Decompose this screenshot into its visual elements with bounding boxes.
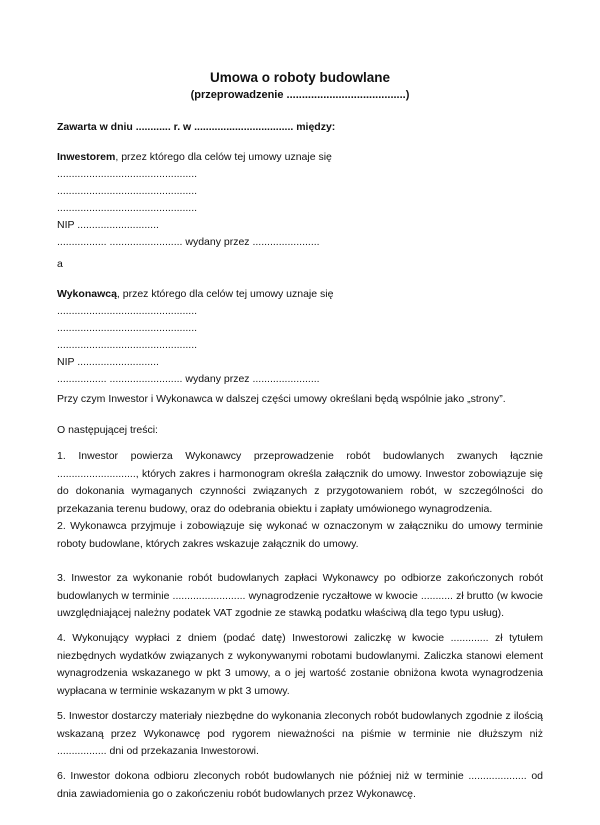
clause-6: 6. Inwestor dokona odbioru zleconych robót budowlanych nie później niż w terminie .................... od dnia zawiadomienia go o zakończeniu robót budowlanych przez Wykonawcę. [57, 770, 543, 800]
document-title: Umowa o roboty budowlane [209, 70, 390, 85]
investor-label: Inwestorem [57, 151, 116, 163]
investor-line-2: ................................................ [57, 185, 198, 197]
investor-nip: NIP ............................ [57, 219, 159, 231]
contractor-label: Wykonawcą [57, 288, 117, 300]
contractor-intro: , przez którego dla celów tej umowy uznaje się [116, 288, 334, 300]
contractor-line-3: ................................................ [57, 339, 198, 351]
investor-line-1: ................................................ [57, 168, 198, 180]
parties-note: Przy czym Inwestor i Wykonawca w dalszej części umowy określani będą wspólnie jako „strony”. [57, 393, 506, 405]
investor-heading [57, 151, 332, 163]
conjunction: a [57, 258, 63, 270]
document-subtitle: (przeprowadzenie .......................................) [190, 89, 410, 101]
clause-4: 4. Wykonujący wypłaci z dniem (podać datę) Inwestorowi zaliczkę w kwocie ............. zł tytułem niezbędnych wydatków związanych z wykonywanymi robotami budowlanymi. Zaliczka stanowi element wynagrodzenia wskazanego w pkt 3 umowy, a o jej wartość zostanie obniżona kwota wynagrodzenia wypłacana w terminie wskazanym w pkt 3 umowy. [57, 632, 543, 697]
clause-1: 1. Inwestor powierza Wykonawcy przeprowadzenie robót budowlanych zwanych łącznie ..........................., których zakres i harmonogram określa załącznik do umowy. Inwestor zobowiązuje się do dokonania wymaganych czynności związanych z przygotowaniem robót, w szczególności do przekazania terenu budowy, oraz do odebrania obiektu i zapłaty umówionego wynagrodzenia. [57, 450, 543, 515]
clause-3: 3. Inwestor za wykonanie robót budowlanych zapłaci Wykonawcy po odbiorze zakończonych robót budowlanych w terminie ......................... wynagrodzenie ryczałtowe w kwocie ........... zł brutto (w kwocie uwzględniającej należny podatek VAT zgodnie ze stawką podatku właściwą dla tego typu usług). [57, 572, 543, 619]
contractor-nip: NIP ............................ [57, 356, 159, 368]
contractor-line-2: ................................................ [57, 322, 198, 334]
investor-line-3: ................................................ [57, 202, 198, 214]
contractor-id-line: ................. ......................... wydany przez ....................... [57, 373, 320, 385]
investor-intro: , przez którego dla celów tej umowy uznaje się [115, 151, 332, 163]
investor-id-line: ................. ......................... wydany przez ....................... [57, 236, 320, 248]
clause-2: 2. Wykonawca przyjmuje i zobowiązuje się wykonać w oznaczonym w załączniku do umowy terminie roboty budowlane, których zakres wskazuje załącznik do umowy. [57, 520, 543, 550]
contractor-heading [57, 288, 333, 300]
content-intro: O następującej treści: [57, 424, 158, 436]
concluded-line: Zawarta w dniu ............ r. w .................................. między: [57, 121, 336, 133]
clause-5: 5. Inwestor dostarczy materiały niezbędne do wykonania zleconych robót budowlanych zgodnie z ilością wskazaną przez Wykonawcę pod rygorem nieważności na piśmie w terminie nie dłuższym niż ................. dni od przekazania Inwestorowi. [57, 710, 543, 757]
contractor-line-1: ................................................ [57, 305, 198, 317]
